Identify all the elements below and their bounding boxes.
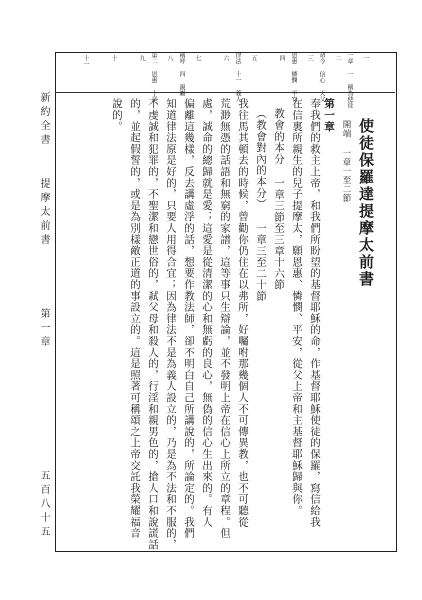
book-title: 使徒保羅達提摩太前書 — [357, 118, 375, 288]
note-column: 稱呼 四 親屬 — [178, 52, 185, 96]
verse-line: 教會的本分 一章三節至三章十六節 — [273, 108, 285, 291]
note-number: 十一 — [82, 55, 89, 67]
verse-line: 知道律法原是好的，只要人用得合宜；因為律法不是為義人設立的，乃是為不法和不服的， — [165, 98, 177, 550]
note-number: 一 — [362, 55, 369, 61]
note-number: 十 — [110, 55, 117, 61]
notes-divider — [56, 92, 395, 93]
book-name: 提摩太前書 — [38, 178, 49, 248]
chapter-label: 第一章 — [323, 98, 335, 132]
note-number: 七 — [194, 55, 201, 61]
verse-line: 處，誠命的總歸就是愛；這愛是從清潔的心和無虧的良心，無偽的信心生出來的。有人 — [201, 98, 213, 528]
outline-label: 開端 一章一至二節 — [341, 120, 351, 203]
note-number: 九 — [138, 55, 145, 61]
verse-line: 的，並起假誓的，或是為別樣敵正道的事設立的。這是照著可稱頌之上帝交託我榮耀福音 — [129, 98, 141, 539]
verse-line: 在信裏所親生的兒子提摩太，願恩惠、憐憫、平安，從父上帝和主基督耶穌歸與你。 — [291, 98, 303, 517]
verse-line: 奉我們的救主上帝，和我們所盼望的基督耶穌的命，作基督耶穌使徒的保羅，寫信給我 — [309, 98, 321, 528]
note-column: 律法 十一 義人 — [234, 52, 241, 102]
note-number: 二 — [334, 55, 341, 61]
note-number: 五 — [250, 55, 257, 61]
verse-line: 荒渺無憑的話語和無窮的家譜，這等事只生辯論，並不發明上帝在信心上所立的章程。但 — [219, 98, 231, 539]
verse-line: 偏離這幾樣，反去講虛浮的話，想要作教法師，卻不明白自己所講說的，所論定的。我們 — [183, 98, 195, 539]
book-series: 新約全書 — [38, 92, 49, 148]
verse-line: 說的。 — [111, 98, 123, 132]
page-number: 五百八十五 — [38, 470, 49, 540]
note-number: 四 — [278, 55, 285, 61]
note-number: 六 — [222, 55, 229, 61]
chapter-number: 第一章 — [38, 308, 49, 350]
verse-line: 我往馬其頓去的時候，曾勸你仍住在以弗所，好囑咐那幾個人不可傳異教，也不可聽從 — [237, 98, 249, 528]
note-column: 第二 恩惠 十章 — [150, 52, 157, 102]
note-column: 恩惠 憐憫 平安 — [290, 52, 297, 102]
note-column: 一章 一 稱為使徒 — [346, 52, 353, 108]
note-number: 三 — [306, 55, 313, 61]
note-number: 八 — [166, 55, 173, 61]
verse-line: （教會對內的本分） 一章三至二十節 — [255, 108, 267, 302]
note-column: 命令 信心 天父 — [318, 52, 325, 102]
verse-line: 不虔誠和犯罪的，不聖潔和戀世俗的，弒父母和殺人的，行淫和親男色的，搶人口和說謊話 — [147, 98, 159, 550]
